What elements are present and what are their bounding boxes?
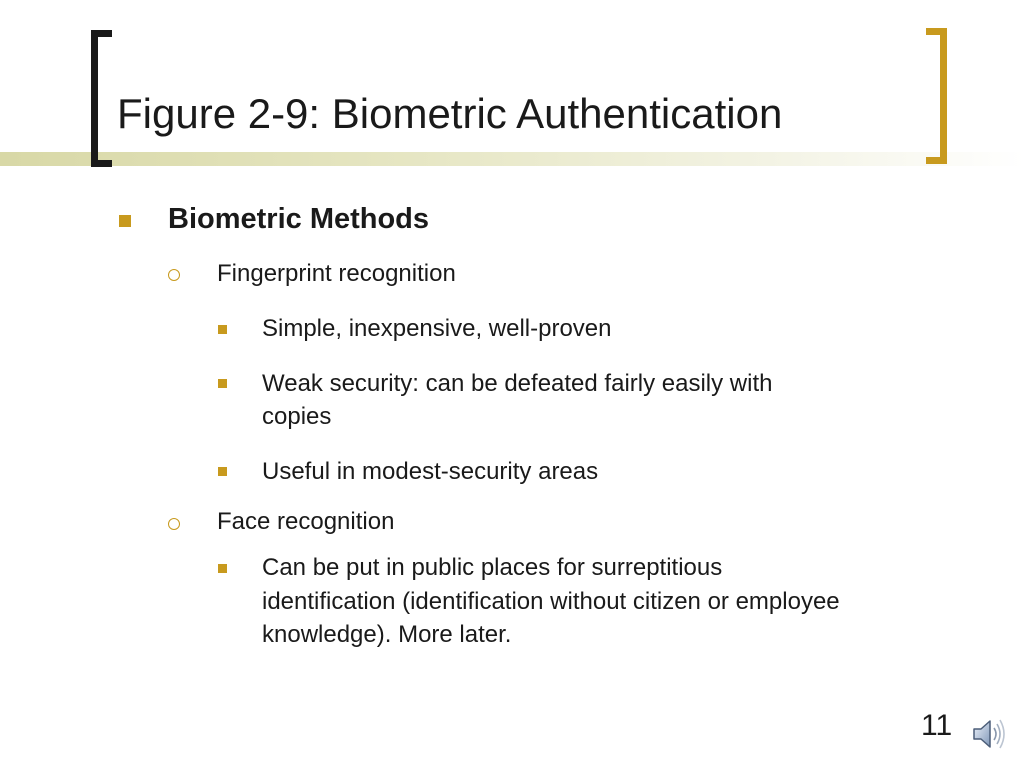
sub-sub-bullet: Weak security: can be defeated fairly easily with [262,370,773,397]
bullet-square-icon [218,325,227,334]
sub-sub-bullet-continuation: identification (identification without citizen or employee [262,588,840,615]
sub-sub-bullet: Useful in modest-security areas [262,458,599,485]
sub-sub-bullet-continuation: knowledge). More later. [262,621,512,648]
bullet-square-icon [218,379,227,388]
sub-sub-bullet: Simple, inexpensive, well-proven [262,315,612,342]
bullet-square-icon [218,564,227,573]
sub-sub-bullet-continuation: copies [262,403,332,430]
speaker-icon[interactable] [970,714,1010,754]
bullet-square-icon [218,467,227,476]
bullet-circle-icon [168,518,180,530]
bullet-square-icon [119,215,131,227]
right-bracket-decoration [926,28,947,164]
bullet-heading: Biometric Methods [168,203,430,235]
bullet-circle-icon [168,269,180,281]
title-accent-bar [0,152,1024,166]
page-number: 11 [921,709,953,742]
slide-title: Figure 2-9: Biometric Authentication [117,90,783,137]
sub-bullet-fingerprint: Fingerprint recognition [217,260,456,287]
sub-sub-bullet: Can be put in public places for surreptitious [262,554,723,581]
sub-bullet-face: Face recognition [217,508,395,535]
left-bracket-decoration [91,30,112,167]
